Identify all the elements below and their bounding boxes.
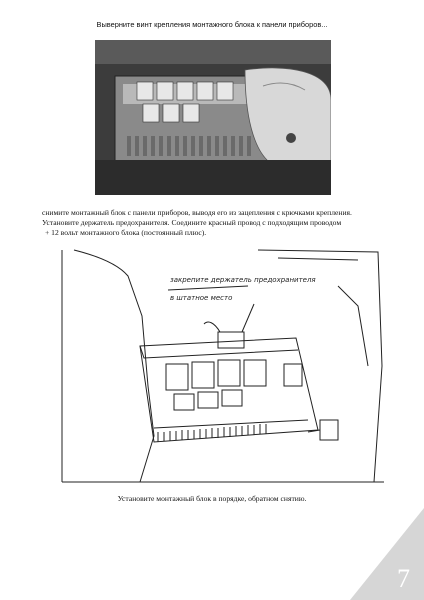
page-corner-decoration xyxy=(350,508,424,600)
page-number: 7 xyxy=(397,564,410,593)
callout-text-1: закрепите держатель предохранителя xyxy=(170,276,316,284)
bottom-caption: Установите монтажный блок в порядке, обратном снятию. xyxy=(117,494,307,503)
instruction-paragraph xyxy=(42,208,402,238)
top-caption: Выверните винт крепления монтажного блока к панели приборов... xyxy=(96,20,328,29)
line-drawing xyxy=(58,246,386,486)
photo-image xyxy=(95,40,331,195)
instruction-line-1: снимите монтажный блок с панели приборов, выводя его из зацепления с крючками крепления. xyxy=(42,208,352,217)
callout-text-2: в штатное место xyxy=(170,294,233,302)
instruction-line-2: Установите держатель предохранителя. Соедините красный провод с подходящим проводом xyxy=(42,218,342,227)
instruction-line-3: + 12 вольт монтажного блока (постоянный плюс). xyxy=(45,228,207,237)
photo-mounting-block xyxy=(95,40,331,195)
line-drawing-figure xyxy=(58,246,386,486)
